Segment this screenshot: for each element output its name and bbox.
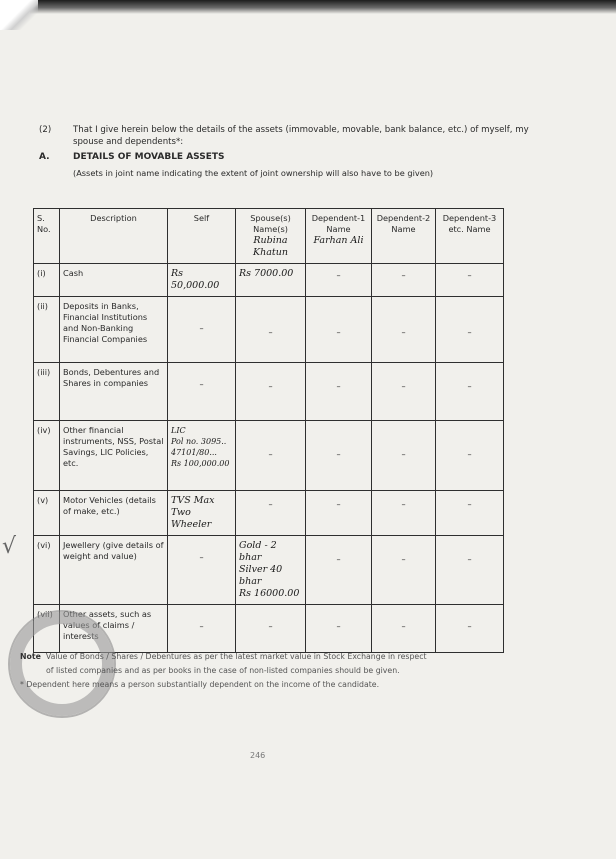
row-description: Other financial instruments, NSS, Postal Savings, LIC Policies, etc. bbox=[60, 421, 168, 491]
cash-spouse-handwritten: Rs 7000.00 bbox=[236, 264, 306, 297]
header-self: Self bbox=[168, 209, 236, 264]
cell-dash: – bbox=[236, 297, 306, 363]
row-sno: (vi) bbox=[34, 536, 60, 605]
paragraph-text: That I give herein below the details of the assets (immovable, movable, bank balance, etc.) of myself, my spouse and dependents*: bbox=[73, 125, 529, 147]
cell-dash: – bbox=[436, 363, 504, 421]
cell-dash: – bbox=[436, 421, 504, 491]
header-dependent-3: Dependent-3 etc. Name bbox=[436, 209, 504, 264]
cell-dash: – bbox=[306, 264, 372, 297]
cell-dash: – bbox=[168, 297, 236, 363]
cell-dash: – bbox=[236, 605, 306, 653]
policy-self-handwritten: LIC Pol no. 3095.. 47101/80... Rs 100,000.00 bbox=[168, 421, 236, 491]
cell-dash: – bbox=[236, 363, 306, 421]
row-sno: (ii) bbox=[34, 297, 60, 363]
footnote bbox=[20, 650, 580, 692]
section-letter: A. bbox=[39, 152, 50, 162]
cell-dash: – bbox=[372, 536, 436, 605]
note-line-2: of listed companies and as per books in the case of non-listed companies should be given. bbox=[46, 666, 400, 675]
header-spouse bbox=[236, 209, 306, 264]
table-row bbox=[34, 491, 504, 536]
note-line-3: * Dependent here means a person substantially dependent on the income of the candidate. bbox=[20, 680, 380, 689]
row-description: Other assets, such as values of claims / interests bbox=[60, 605, 168, 653]
cell-dash: – bbox=[168, 363, 236, 421]
cell-dash: – bbox=[372, 605, 436, 653]
paragraph-number: (2) bbox=[39, 125, 52, 135]
cell-dash: – bbox=[168, 605, 236, 653]
header-dependent-1 bbox=[306, 209, 372, 264]
cell-dash: – bbox=[236, 421, 306, 491]
tick-mark: √ bbox=[2, 534, 17, 559]
cell-dash: – bbox=[436, 536, 504, 605]
note-line-1: Value of Bonds / Shares / Debentures as per the latest market value in Stock Exchange in respect bbox=[45, 652, 427, 661]
row-sno: (v) bbox=[34, 491, 60, 536]
cell-dash: – bbox=[372, 421, 436, 491]
scan-corner bbox=[0, 0, 38, 30]
cell-dash: – bbox=[436, 264, 504, 297]
header-spouse-label: Spouse(s) Name(s) bbox=[250, 213, 291, 234]
header-description: Description bbox=[60, 209, 168, 264]
row-description: Deposits in Banks, Financial Institutions and Non-Banking Financial Companies bbox=[60, 297, 168, 363]
row-description: Jewellery (give details of weight and value) bbox=[60, 536, 168, 605]
header-dependent-2: Dependent-2 Name bbox=[372, 209, 436, 264]
row-sno: (vii) bbox=[34, 605, 60, 653]
row-sno: (i) bbox=[34, 264, 60, 297]
section-title: DETAILS OF MOVABLE ASSETS bbox=[73, 152, 225, 162]
page-number: 246 bbox=[250, 751, 266, 760]
spouse-name-handwritten: Rubina Khatun bbox=[253, 235, 288, 258]
row-description: Cash bbox=[60, 264, 168, 297]
cash-self-handwritten: Rs 50,000.00 bbox=[168, 264, 236, 297]
scan-shadow-top bbox=[30, 0, 616, 14]
header-dependent-1-label: Dependent-1 Name bbox=[311, 213, 366, 234]
cell-dash: – bbox=[436, 491, 504, 536]
note-label: Note bbox=[20, 652, 41, 661]
cell-dash: – bbox=[372, 491, 436, 536]
table-header-row bbox=[34, 209, 504, 264]
row-sno: (iv) bbox=[34, 421, 60, 491]
cell-dash: – bbox=[306, 297, 372, 363]
table-row bbox=[34, 536, 504, 605]
cell-dash: – bbox=[306, 363, 372, 421]
cell-dash: – bbox=[168, 536, 236, 605]
cell-dash: – bbox=[372, 264, 436, 297]
header-sno: S. No. bbox=[34, 209, 60, 264]
cell-dash: – bbox=[436, 605, 504, 653]
cell-dash: – bbox=[372, 297, 436, 363]
jewellery-spouse-handwritten: Gold - 2 bhar Silver 40 bhar Rs 16000.00 bbox=[236, 536, 306, 605]
row-description: Motor Vehicles (details of make, etc.) bbox=[60, 491, 168, 536]
cell-dash: – bbox=[306, 421, 372, 491]
row-sno: (iii) bbox=[34, 363, 60, 421]
cell-dash: – bbox=[306, 491, 372, 536]
table-row bbox=[34, 421, 504, 491]
section-subnote: (Assets in joint name indicating the extent of joint ownership will also have to be given) bbox=[73, 168, 434, 178]
movable-assets-table bbox=[33, 208, 504, 653]
table-row bbox=[34, 363, 504, 421]
row-description: Bonds, Debentures and Shares in companies bbox=[60, 363, 168, 421]
cell-dash: – bbox=[436, 297, 504, 363]
cell-dash: – bbox=[372, 363, 436, 421]
table-row bbox=[34, 297, 504, 363]
cell-dash: – bbox=[306, 536, 372, 605]
cell-dash: – bbox=[306, 605, 372, 653]
vehicle-self-handwritten: TVS Max Two Wheeler bbox=[168, 491, 236, 536]
table-row bbox=[34, 264, 504, 297]
dependent-1-name-handwritten: Farhan Ali bbox=[313, 235, 364, 246]
cell-dash: – bbox=[236, 491, 306, 536]
